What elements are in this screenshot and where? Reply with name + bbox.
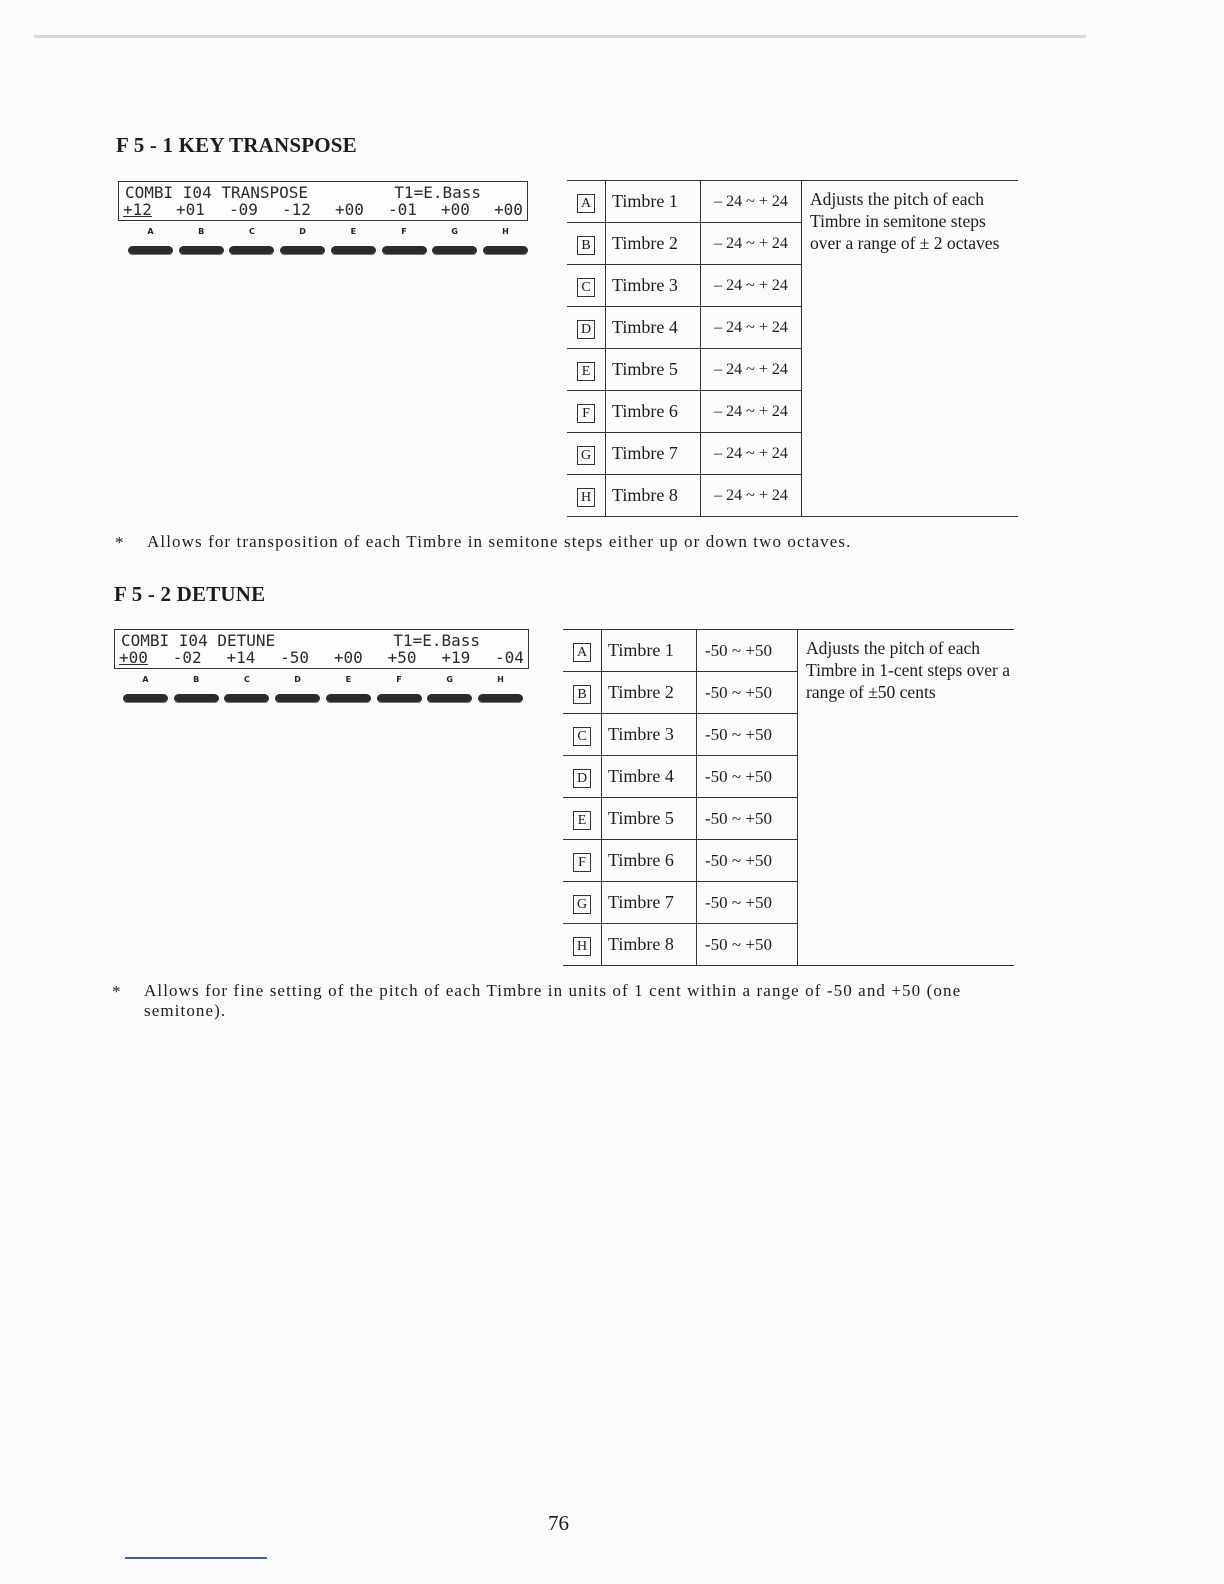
key-cap: [483, 246, 528, 255]
key-cap: [331, 246, 376, 255]
key-cap: [382, 246, 427, 255]
value-range: -50 ~ +50: [697, 798, 798, 840]
function-key-f[interactable]: [382, 227, 427, 257]
function-key-b[interactable]: [179, 227, 224, 257]
parameter-description: Adjusts the pitch of each Timbre in 1-cent steps over a range of ±50 cents: [798, 630, 1015, 966]
key-letter-box: G: [573, 895, 591, 914]
footer-rule: [125, 1557, 267, 1559]
lcd-value-e: +00: [333, 648, 363, 667]
key-label: A: [147, 227, 154, 236]
function-key-e[interactable]: [331, 227, 376, 257]
lcd-value-h: -04: [495, 648, 524, 667]
function-key-d[interactable]: [280, 227, 325, 257]
lcd-timbre-label: T1=E.Bass: [394, 183, 481, 202]
function-key-c[interactable]: [224, 675, 269, 705]
key-letter-box: D: [577, 320, 595, 339]
timbre-name: Timbre 4: [606, 307, 701, 349]
lcd-value-d: -12: [282, 200, 311, 219]
key-letter-box: A: [573, 643, 591, 662]
lcd-value-c: +14: [226, 648, 256, 667]
value-range: – 24 ~ + 24: [701, 475, 802, 517]
timbre-name: Timbre 3: [606, 265, 701, 307]
key-label: D: [299, 227, 306, 236]
timbre-name: Timbre 2: [602, 672, 697, 714]
page-number: 76: [548, 1511, 569, 1535]
value-range: – 24 ~ + 24: [701, 391, 802, 433]
value-range: -50 ~ +50: [697, 924, 798, 966]
function-key-a[interactable]: [123, 675, 168, 705]
key-cap: [179, 246, 224, 255]
value-range: -50 ~ +50: [697, 882, 798, 924]
key-letter-box: C: [577, 278, 595, 297]
function-key-c[interactable]: [229, 227, 274, 257]
key-label: B: [198, 227, 205, 236]
lcd-value-c: -09: [229, 200, 258, 219]
value-range: -50 ~ +50: [697, 756, 798, 798]
lcd-mode-label: COMBI I04 DETUNE: [121, 631, 276, 650]
timbre-name: Timbre 8: [602, 924, 697, 966]
lcd-display-key-transpose: [118, 181, 528, 221]
key-cap: [326, 694, 371, 703]
lcd-display-detune: [114, 629, 529, 669]
function-key-h[interactable]: [483, 227, 528, 257]
timbre-name: Timbre 5: [606, 349, 701, 391]
key-cap: [427, 694, 472, 703]
key-cap: [229, 246, 274, 255]
key-label: A: [142, 675, 149, 684]
key-letter-box: F: [577, 404, 595, 423]
value-range: -50 ~ +50: [697, 672, 798, 714]
key-label: D: [294, 675, 301, 684]
lcd-value-h: +00: [494, 200, 523, 219]
timbre-name: Timbre 1: [606, 181, 701, 223]
timbre-name: Timbre 2: [606, 223, 701, 265]
value-range: – 24 ~ + 24: [701, 265, 802, 307]
lcd-value-b: -02: [172, 648, 202, 667]
timbre-name: Timbre 7: [606, 433, 701, 475]
note-text: Allows for transposition of each Timbre in semitone steps either up or down two octaves.: [147, 532, 852, 551]
value-range: – 24 ~ + 24: [701, 181, 802, 223]
function-key-h[interactable]: [478, 675, 523, 705]
function-key-a[interactable]: [128, 227, 173, 257]
lcd-value-e: +00: [335, 200, 364, 219]
key-letter-box: A: [577, 194, 595, 213]
function-key-g[interactable]: [427, 675, 472, 705]
key-letter-box: H: [577, 488, 595, 507]
lcd-value-g: +19: [441, 648, 471, 667]
timbre-name: Timbre 8: [606, 475, 701, 517]
key-label: F: [396, 675, 402, 684]
table-row: [567, 181, 1018, 223]
key-cap: [123, 694, 168, 703]
lcd-value-a: +12: [123, 200, 152, 219]
top-rule: [34, 35, 1086, 38]
lcd-value-a: +00: [119, 648, 148, 667]
timbre-name: Timbre 1: [602, 630, 697, 672]
key-cap: [478, 694, 523, 703]
key-label: E: [345, 675, 352, 684]
key-label: C: [248, 227, 255, 236]
note-key-transpose: [115, 532, 1015, 554]
function-keys-detune: [123, 675, 523, 705]
timbre-name: Timbre 4: [602, 756, 697, 798]
key-label: B: [193, 675, 200, 684]
function-key-g[interactable]: [432, 227, 477, 257]
note-asterisk: *: [112, 982, 122, 1001]
lcd-value-g: +00: [441, 200, 470, 219]
key-letter-box: G: [577, 446, 595, 465]
key-cap: [280, 246, 325, 255]
key-label: F: [401, 227, 407, 236]
timbre-name: Timbre 6: [602, 840, 697, 882]
key-cap: [224, 694, 269, 703]
key-label: H: [502, 227, 509, 236]
note-asterisk: *: [115, 533, 125, 552]
timbre-name: Timbre 7: [602, 882, 697, 924]
function-key-d[interactable]: [275, 675, 320, 705]
key-cap: [128, 246, 173, 255]
lcd-value-f: -01: [388, 200, 417, 219]
key-letter-box: E: [573, 811, 591, 830]
value-range: – 24 ~ + 24: [701, 223, 802, 265]
key-letter-box: H: [573, 937, 591, 956]
function-key-b[interactable]: [174, 675, 219, 705]
key-cap: [275, 694, 320, 703]
function-keys-key-transpose: [128, 227, 528, 257]
lcd-value-b: +01: [176, 200, 205, 219]
key-letter-box: C: [573, 727, 591, 746]
section-title-detune: F 5 - 2 DETUNE: [114, 582, 266, 606]
value-range: – 24 ~ + 24: [701, 307, 802, 349]
key-letter-box: F: [573, 853, 591, 872]
key-label: E: [350, 227, 357, 236]
key-letter-box: B: [577, 236, 595, 255]
value-range: -50 ~ +50: [697, 630, 798, 672]
key-label: H: [497, 675, 504, 684]
timbre-name: Timbre 5: [602, 798, 697, 840]
key-label: G: [451, 227, 458, 236]
table-row: [563, 630, 1014, 672]
function-key-e[interactable]: [326, 675, 371, 705]
note-detune: [112, 981, 1008, 1025]
value-range: – 24 ~ + 24: [701, 349, 802, 391]
key-label: G: [446, 675, 453, 684]
key-cap: [432, 246, 477, 255]
timbre-name: Timbre 3: [602, 714, 697, 756]
key-letter-box: E: [577, 362, 595, 381]
value-range: – 24 ~ + 24: [701, 433, 802, 475]
parameter-table-key-transpose: [567, 180, 1018, 517]
key-label: C: [243, 675, 250, 684]
value-range: -50 ~ +50: [697, 714, 798, 756]
function-key-f[interactable]: [377, 675, 422, 705]
timbre-name: Timbre 6: [606, 391, 701, 433]
lcd-value-d: -50: [280, 648, 310, 667]
lcd-value-f: +50: [387, 648, 417, 667]
key-letter-box: B: [573, 685, 591, 704]
key-cap: [174, 694, 219, 703]
key-letter-box: D: [573, 769, 591, 788]
note-text: Allows for fine setting of the pitch of each Timbre in units of 1 cent within a range of -50 and +50 (one semitone).: [144, 981, 962, 1020]
parameter-description: Adjusts the pitch of each Timbre in semitone steps over a range of ± 2 octaves: [802, 181, 1019, 517]
lcd-mode-label: COMBI I04 TRANSPOSE: [125, 183, 309, 202]
parameter-table-detune: [563, 629, 1014, 966]
lcd-timbre-label: T1=E.Bass: [393, 631, 480, 650]
value-range: -50 ~ +50: [697, 840, 798, 882]
section-title-key-transpose: F 5 - 1 KEY TRANSPOSE: [116, 133, 357, 157]
key-cap: [377, 694, 422, 703]
